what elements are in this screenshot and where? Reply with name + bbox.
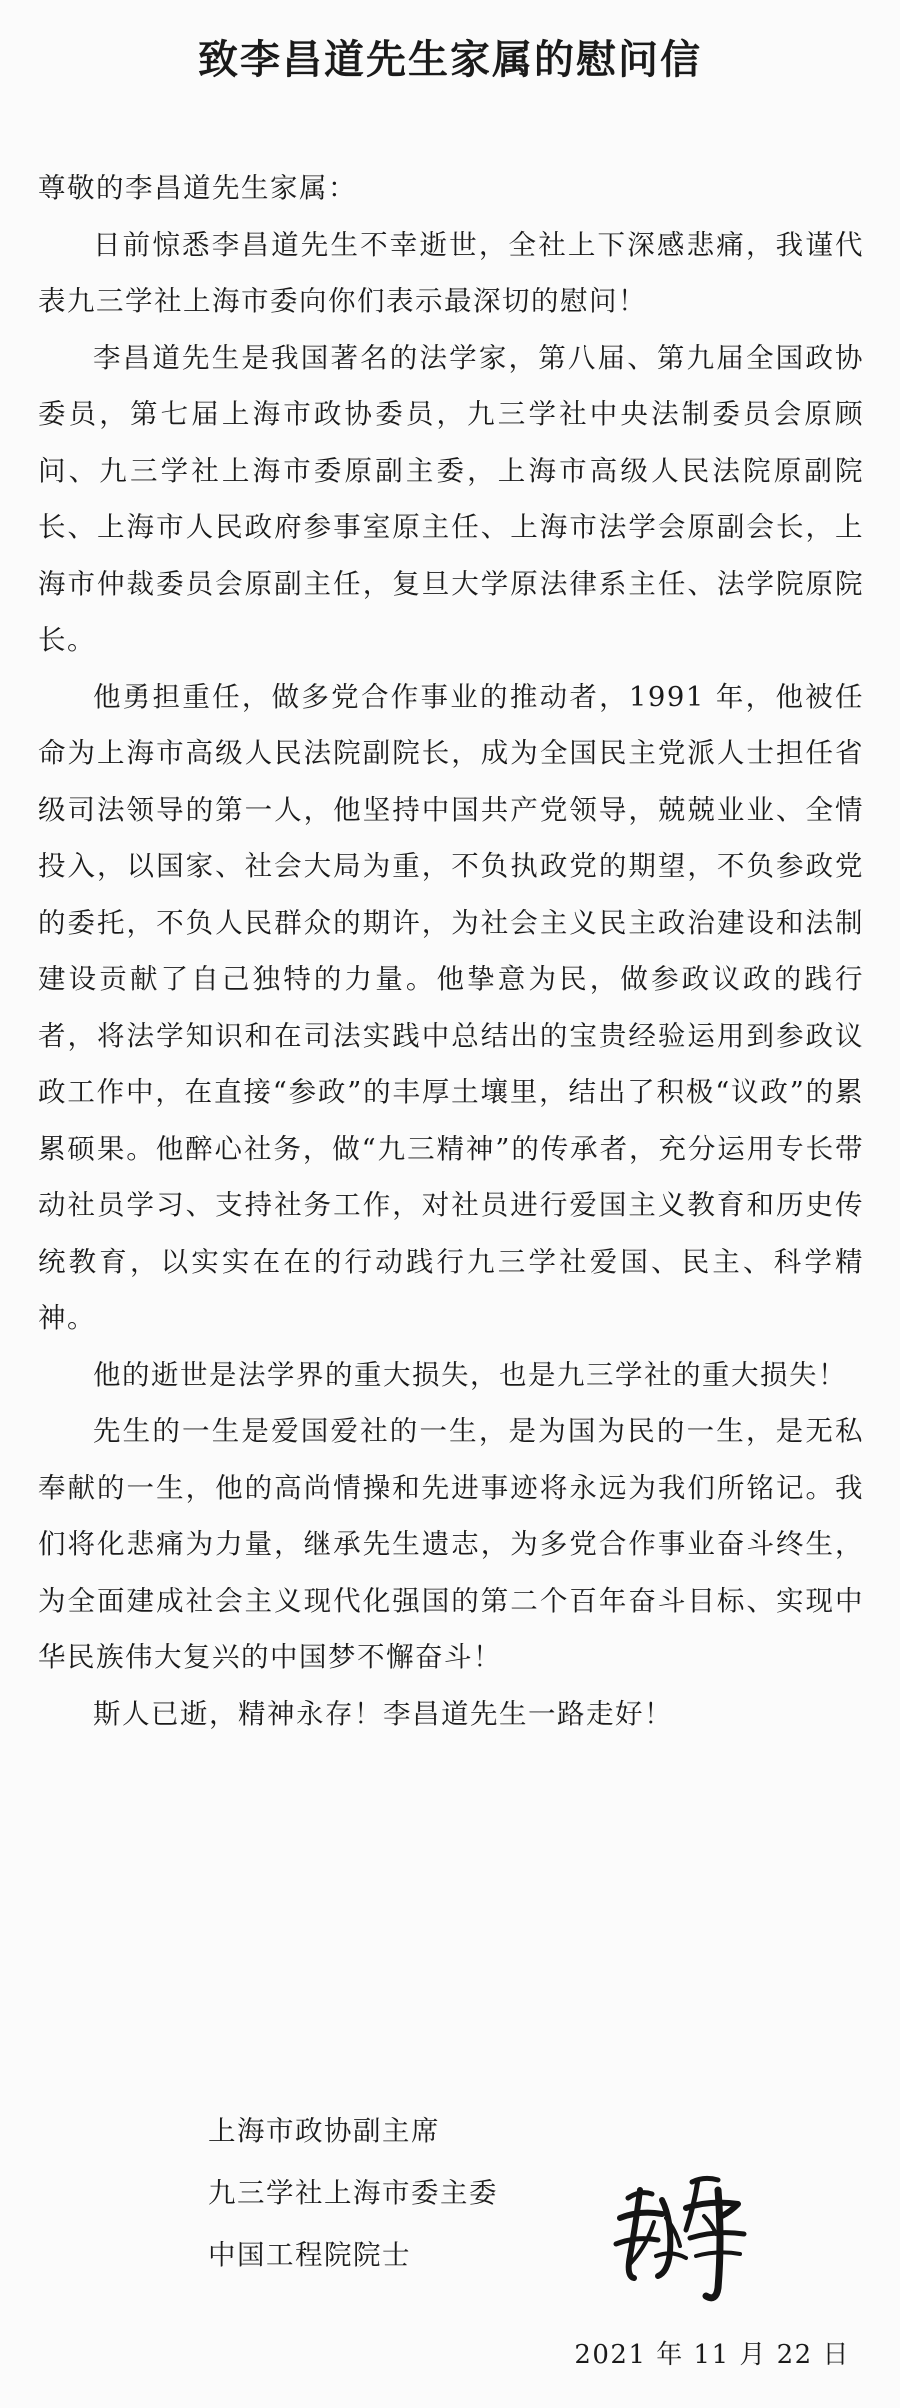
paragraph-condolence: 日前惊悉李昌道先生不幸逝世，全社上下深感悲痛，我谨代表九三学社上海市委向你们表示最深切的慰问！ bbox=[38, 228, 864, 317]
letter-date: 2021 年 11 月 22 日 bbox=[574, 2340, 850, 2370]
signer-titles bbox=[208, 2100, 588, 2286]
signer-title-line: 中国工程院院士 bbox=[208, 2239, 411, 2271]
letter-body bbox=[38, 160, 864, 1742]
paragraph-biography: 李昌道先生是我国著名的法学家，第八届、第九届全国政协委员，第七届上海市政协委员，九三学社中央法制委员会原顾问、九三学社上海市委原副主委，上海市高级人民法院原副院长、上海市人民政府参事室原主任、上海市法学会原副会长，上海市仲裁委员会原副主任，复旦大学原法律系主任、法学院原院长。 bbox=[38, 341, 864, 656]
paragraph-farewell: 斯人已逝，精神永存！李昌道先生一路走好！ bbox=[93, 1697, 673, 1730]
letter-title: 致李昌道先生家属的慰问信 bbox=[198, 37, 702, 83]
paragraph-loss: 他的逝世是法学界的重大损失，也是九三学社的重大损失！ bbox=[93, 1358, 847, 1391]
paragraph-tribute: 先生的一生是爱国爱社的一生，是为国为民的一生，是无私奉献的一生，他的高尚情操和先进事迹将永远为我们所铭记。我们将化悲痛为力量，继承先生遗志，为多党合作事业奋斗终生，为全面建成社会主义现代化强国的第二个百年奋斗目标、实现中华民族伟大复兴的中国梦不懈奋斗！ bbox=[38, 1415, 864, 1673]
signer-title-line: 上海市政协副主席 bbox=[208, 2115, 440, 2147]
handwritten-signature bbox=[606, 2160, 756, 2310]
salutation: 尊敬的李昌道先生家属： bbox=[38, 172, 357, 204]
paragraph-contributions: 他勇担重任，做多党合作事业的推动者，1991 年，他被任命为上海市高级人民法院副院长，成为全国民主党派人士担任省级司法领导的第一人，他坚持中国共产党领导，兢兢业业、全情投入，以国家、社会大局为重，不负执政党的期望，不负参政党的委托，不负人民群众的期许，为社会主义民主政治建设和法制建设贡献了自己独特的力量。他挚意为民，做参政议政的践行者，将法学知识和在司法实践中总结出的宝贵经验运用到参政议政工作中，在直接“参政”的丰厚土壤里，结出了积极“议政”的累累硕果。他醉心社务，做“九三精神”的传承者，充分运用专长带动社员学习、支持社务工作，对社员进行爱国主义教育和历史传统教育，以实实在在的行动践行九三学社爱国、民主、科学精神。 bbox=[38, 680, 864, 1334]
signer-title-line: 九三学社上海市委主委 bbox=[208, 2177, 498, 2209]
